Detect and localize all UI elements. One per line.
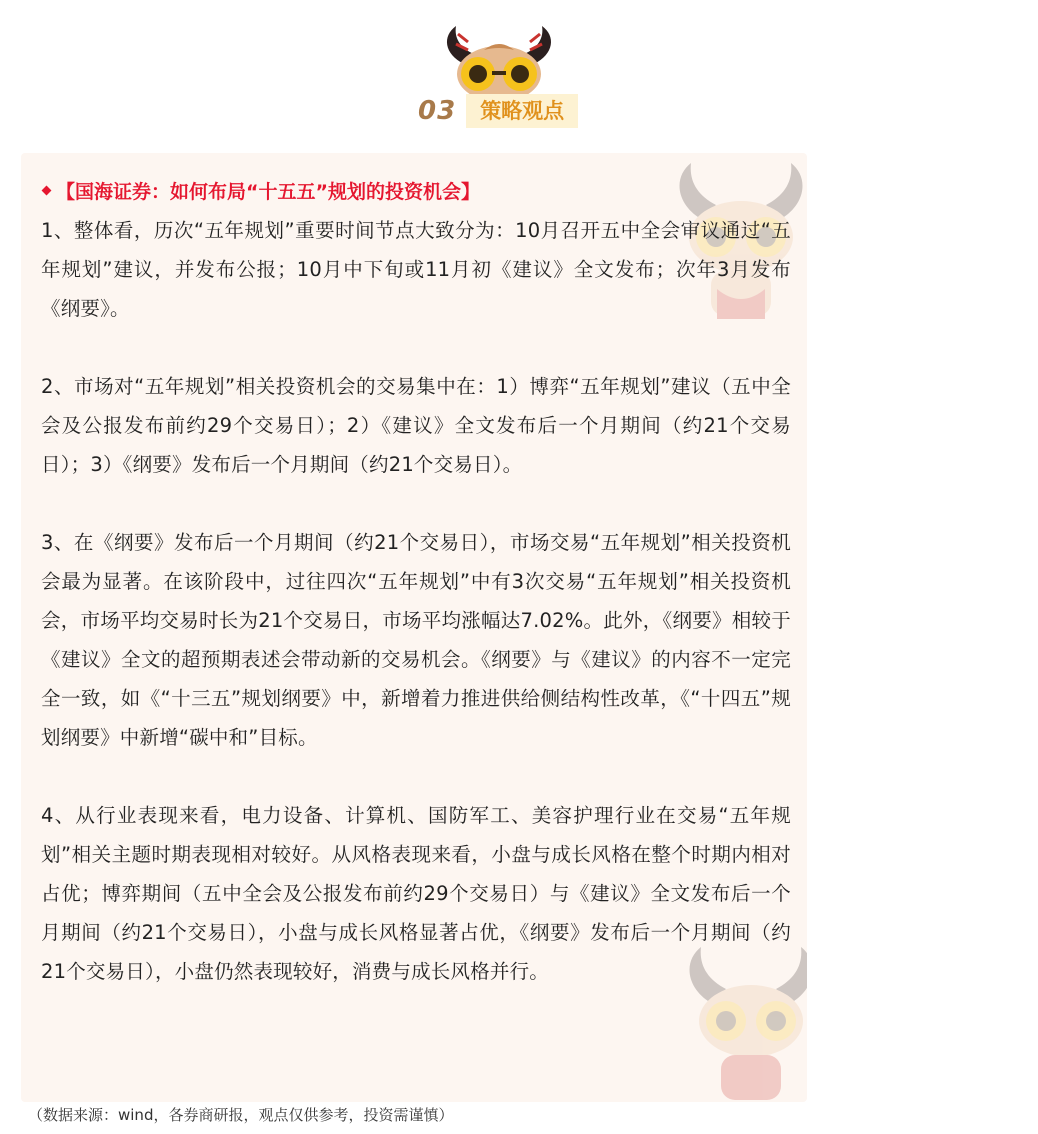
- data-source-note: （数据来源：wind，各券商研报，观点仅供参考，投资需谨慎）: [28, 1106, 454, 1124]
- paragraph-gap: [41, 328, 791, 367]
- paragraph-gap: [41, 484, 791, 523]
- article-heading: [41, 177, 791, 207]
- paragraph: 2、市场对“五年规划”相关投资机会的交易集中在：1）博弈“五年规划”建议（五中全会及公报发布前约29个交易日）；2）《建议》全文发布后一个月期间（约21个交易日）；3）《纲要》发布后一个月期间（约21个交易日）。: [41, 375, 791, 476]
- section-number: 03: [418, 96, 457, 126]
- section-title: 策略观点: [466, 94, 578, 128]
- diamond-bullet-icon: [42, 186, 52, 196]
- content-card: [21, 153, 807, 1102]
- paragraph: 1、整体看，历次“五年规划”重要时间节点大致分为：10月召开五中全会审议通过“五年规划”建议，并发布公报；10月中下旬或11月初《建议》全文发布；次年3月发布《纲要》。: [41, 219, 791, 320]
- paragraph: 4、从行业表现来看，电力设备、计算机、国防军工、美容护理行业在交易“五年规划”相关主题时期表现相对较好。从风格表现来看，小盘与成长风格在整个时期内相对占优；博弈期间（五中全会及公报发布前约29个交易日）与《建议》全文发布后一个月期间（约21个交易日），小盘与成长风格显著占优，《纲要》发布后一个月期间（约21个交易日），小盘仍然表现较好，消费与成长风格并行。: [41, 804, 791, 983]
- article-heading-text: 【国海证券：如何布局“十五五”规划的投资机会】: [56, 181, 480, 203]
- article-body: [41, 177, 791, 991]
- paragraph: 3、在《纲要》发布后一个月期间（约21个交易日），市场交易“五年规划”相关投资机会最为显著。在该阶段中，过往四次“五年规划”中有3次交易“五年规划”相关投资机会，市场平均交易时长为21个交易日，市场平均涨幅达7.02%。此外，《纲要》相较于《建议》全文的超预期表述会带动新的交易机会。《纲要》与《建议》的内容不一定完全一致，如《“十三五”规划纲要》中，新增着力推进供给侧结构性改革，《“十四五”规划纲要》中新增“碳中和”目标。: [41, 531, 791, 749]
- bull-sunglasses-mascot-icon: [434, 24, 564, 104]
- paragraph-gap: [41, 757, 791, 796]
- section-header: [418, 94, 578, 128]
